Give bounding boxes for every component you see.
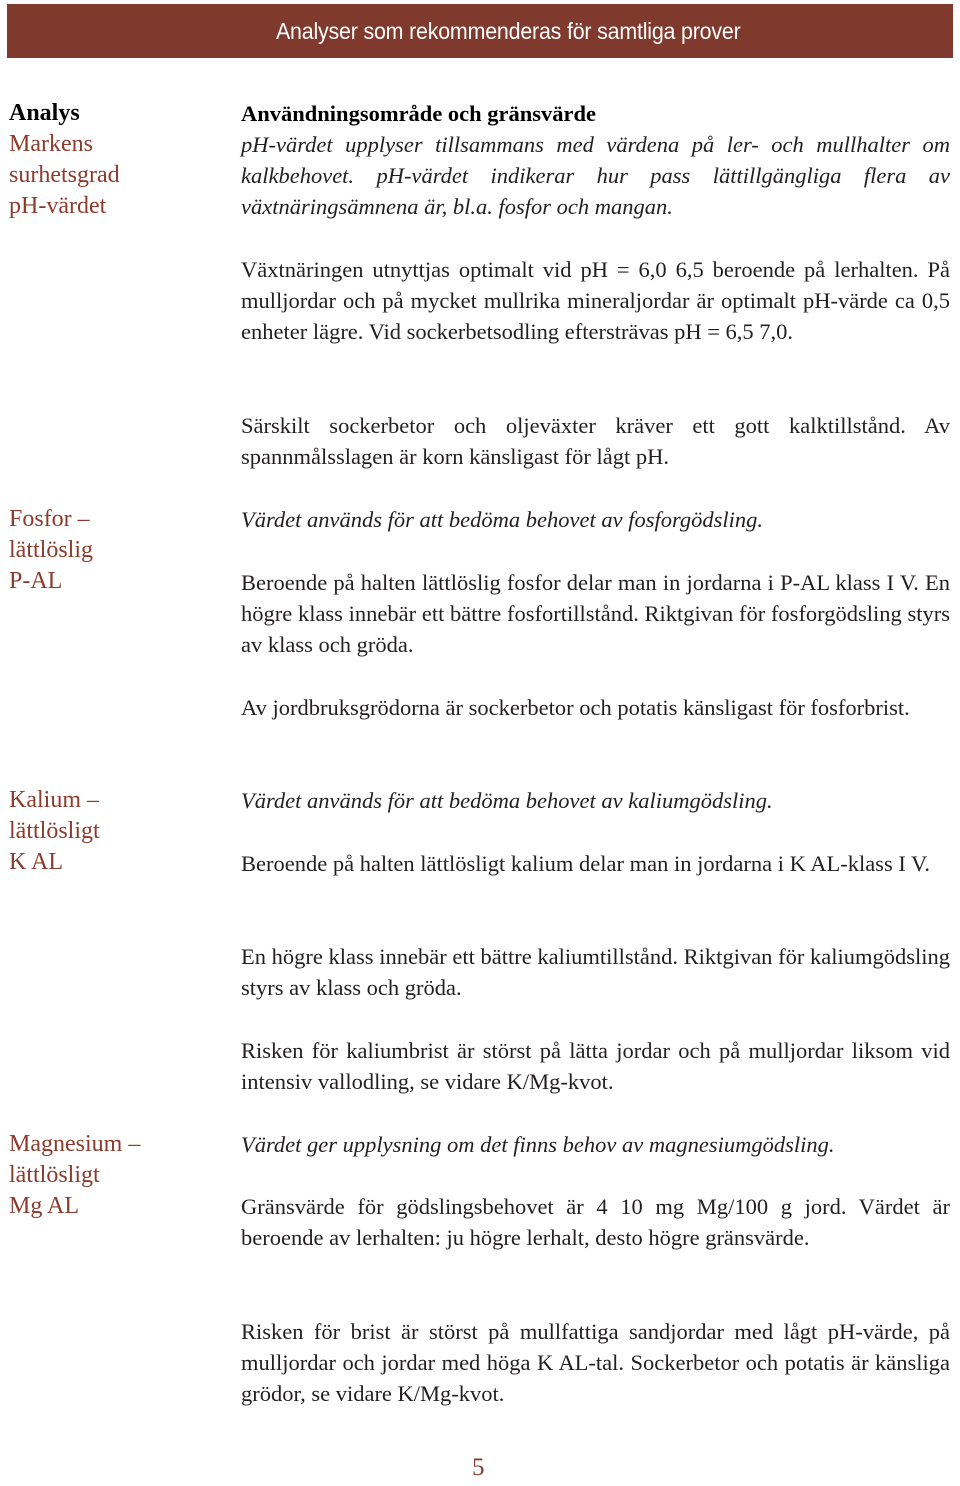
content-kalium-3 [241,941,950,1003]
content-magnesium-3 [241,1316,950,1409]
ph-para-3: Särskilt sockerbetor och oljeväxter kräver ett gott kalktillstånd. Av spannmålsslagen är korn känsligast för lågt pH. [241,413,950,469]
side-label-line: K AL [9,849,63,875]
side-label-line: Markens [9,131,93,157]
side-label-line: lättlösligt [9,1162,100,1188]
side-label-line: lättlöslig [9,537,93,563]
side-label-line: Magnesium – [9,1131,141,1157]
magnesium-intro: Värdet ger upplysning om det finns behov av magnesiumgödsling. [241,1132,835,1157]
content-ph-3 [241,410,950,472]
fosfor-intro: Värdet används för att bedöma behovet av fosforgödsling. [241,507,764,532]
column-heading-analys: Analys [9,100,80,126]
content-fosfor-3 [241,692,950,723]
content-fosfor [241,504,950,535]
kalium-para-3: Risken för kaliumbrist är störst på lätta jordar och på mulljordar liksom vid intensiv vallodling, se vidare K/Mg-kvot. [241,1038,950,1094]
magnesium-para-1: Gränsvärde för gödslingsbehovet är 4 10 mg Mg/100 g jord. Värdet är beroende av lerhalten: ju högre lerhalt, desto högre gränsvärde. [241,1194,950,1250]
content-fosfor-2 [241,567,950,660]
magnesium-para-2: Risken för brist är störst på mullfattiga sandjordar med lågt pH-värde, på mulljordar och jordar med höga K AL-tal. Sockerbetor och potatis är känsliga grödor, se vidare K/Mg-kvot. [241,1319,950,1406]
side-label-line: P-AL [9,568,63,594]
side-label-line: surhetsgrad [9,162,120,188]
side-label-kalium [9,785,100,878]
fosfor-para-2: Av jordbruksgrödorna är sockerbetor och potatis känsligast för fosforbrist. [241,695,910,720]
page-title: Analyser som rekommenderas för samtliga prover [276,17,741,44]
side-label-magnesium [9,1129,140,1222]
side-label-line: Mg AL [9,1193,80,1219]
side-label-ph [9,98,120,222]
ph-para-2: Växtnäringen utnyttjas optimalt vid pH = 6,0 6,5 beroende på lerhalten. På mulljordar och på mycket mullrika mineraljordar är optimalt pH-värde ca 0,5 enheter lägre. Vid sockerbetsodling eftersträvas pH = 6,5 7,0. [241,257,950,344]
side-label-fosfor [9,504,93,597]
header-bar [7,4,953,58]
side-label-line: Fosfor – [9,506,90,532]
content-magnesium-2 [241,1191,950,1253]
content-magnesium [241,1129,950,1160]
kalium-intro: Värdet används för att bedöma behovet av kaliumgödsling. [241,788,773,813]
column-heading-usage: Användningsområde och gränsvärde [241,101,597,126]
ph-para-1: pH-värdet upplyser tillsammans med värdena på ler- och mullhalter om kalkbehovet. pH-värdet indikerar hur pass lättillgängliga flera av växtnäringsämnena är, bl.a. fosfor och mangan. [241,132,950,219]
kalium-para-2: En högre klass innebär ett bättre kaliumtillstånd. Riktgivan för kaliumgödsling styrs av klass och gröda. [241,944,950,1000]
side-label-line: Kalium – [9,787,99,813]
side-label-line: pH-värdet [9,193,107,219]
content-ph-2 [241,254,950,347]
content-kalium-4 [241,1035,950,1097]
fosfor-para-1: Beroende på halten lättlöslig fosfor delar man in jordarna i P-AL klass I V. En högre klass innebär ett bättre fosfortillstånd. Riktgivan för fosforgödsling styrs av klass och gröda. [241,570,950,657]
content-kalium [241,785,950,816]
content-kalium-2 [241,848,950,879]
kalium-para-1: Beroende på halten lättlösligt kalium delar man in jordarna i K AL-klass I V. [241,851,931,876]
page-number-value: 5 [472,1454,485,1481]
side-label-line: lättlösligt [9,818,100,844]
content-ph [241,98,950,222]
